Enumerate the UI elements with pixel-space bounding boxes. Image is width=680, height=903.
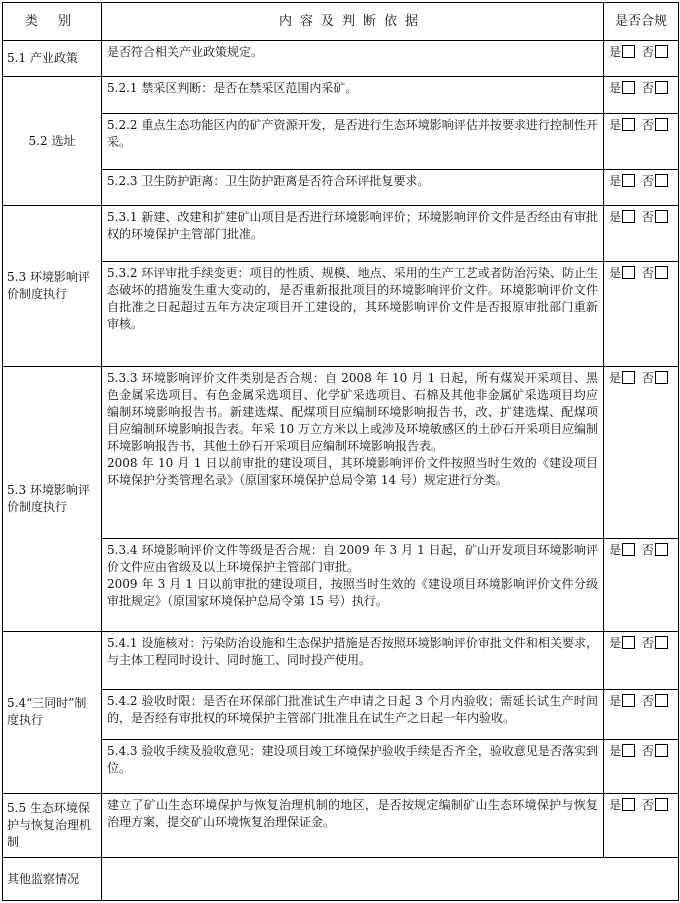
header-category: 类 别 bbox=[3, 3, 102, 41]
category-cell: 5.3 环境影响评价制度执行 bbox=[3, 206, 102, 366]
no-label: 否 bbox=[641, 44, 654, 59]
content-text: 5.3.2 环评审批手续变更：项目的性质、规模、地点、采用的生产工艺或者防治污染、防止生态破坏的措施发生重大变动的，是否重新报批项目的环境影响评价文件。环境影响评价文件自批准之日起超过五年方决定项目开工建设的，其环境影响评价文件是否报原审批部门重新审核。 bbox=[107, 265, 598, 331]
compliance-cell bbox=[604, 77, 679, 114]
content-cell bbox=[102, 261, 604, 366]
table-row bbox=[3, 740, 679, 794]
content-text: 5.2.1 禁采区判断：是否在禁采区范围内采矿。 bbox=[107, 81, 358, 96]
no-checkbox[interactable] bbox=[655, 210, 668, 223]
no-checkbox[interactable] bbox=[655, 81, 668, 94]
content-text: 5.3.3 环境影响评价文件类别是否合规：自 2008 年 10 月 1 日起，所有煤炭开采项目、黑色金属采选项目、有色金属采选项目、化学矿采选项目、石棉及其他非金属矿采选项目均应编制环境影响报告书。新建选煤、配煤项目应编制环境影响报告书，改、扩建选煤、配煤项目应编制环境影响报告表。年采 10 万立方米以上或涉及环境敏感区的土砂石开采项目应编制环境影响报告书，其他土砂石开采项目应编制环境影响报告表。 bbox=[107, 370, 598, 453]
yes-checkbox[interactable] bbox=[622, 174, 635, 187]
table-row bbox=[3, 169, 679, 206]
yes-label: 是 bbox=[609, 81, 622, 96]
no-label: 否 bbox=[641, 635, 654, 650]
content-text: 2009 年 3 月 1 日以前审批的建设项目，按照当时生效的《建设项目环境影响评价文件分级审批规定》（原国家环境保护总局令第 15 号）执行。 bbox=[107, 577, 598, 609]
compliance-cell bbox=[604, 631, 679, 689]
yes-label: 是 bbox=[609, 265, 622, 280]
content-text: 5.3.1 新建、改建和扩建矿山项目是否进行环境影响评价；环境影响评价文件是否经由有审批权的环境保护主管部门批准。 bbox=[107, 210, 598, 242]
yes-checkbox[interactable] bbox=[622, 636, 635, 649]
inspection-table bbox=[2, 2, 679, 901]
yes-label: 是 bbox=[609, 693, 622, 708]
no-label: 否 bbox=[641, 798, 654, 813]
yes-checkbox[interactable] bbox=[622, 744, 635, 757]
yes-checkbox[interactable] bbox=[622, 210, 635, 223]
yes-label: 是 bbox=[609, 173, 622, 188]
content-cell bbox=[102, 631, 604, 689]
no-label: 否 bbox=[641, 117, 654, 132]
yes-label: 是 bbox=[609, 798, 622, 813]
compliance-cell bbox=[604, 366, 679, 539]
content-cell bbox=[102, 40, 604, 77]
no-checkbox[interactable] bbox=[655, 371, 668, 384]
no-checkbox[interactable] bbox=[655, 636, 668, 649]
no-label: 否 bbox=[641, 370, 654, 385]
compliance-cell bbox=[604, 169, 679, 206]
compliance-cell bbox=[604, 794, 679, 858]
yes-checkbox[interactable] bbox=[622, 371, 635, 384]
yes-label: 是 bbox=[609, 370, 622, 385]
compliance-cell bbox=[604, 40, 679, 77]
content-cell bbox=[102, 77, 604, 114]
no-checkbox[interactable] bbox=[655, 266, 668, 279]
compliance-cell bbox=[604, 689, 679, 740]
no-label: 否 bbox=[641, 210, 654, 225]
content-cell bbox=[102, 206, 604, 262]
table-row bbox=[3, 539, 679, 631]
table-header-row bbox=[3, 3, 679, 41]
yes-label: 是 bbox=[609, 744, 622, 759]
category-cell: 5.3 环境影响评价制度执行 bbox=[3, 366, 102, 631]
header-content: 内容及判断依据 bbox=[102, 3, 604, 41]
category-cell: 5.4“三同时”制度执行 bbox=[3, 631, 102, 794]
no-checkbox[interactable] bbox=[655, 798, 668, 811]
yes-checkbox[interactable] bbox=[622, 694, 635, 707]
category-cell-other: 其他监察情况 bbox=[3, 858, 102, 901]
no-checkbox[interactable] bbox=[655, 694, 668, 707]
content-cell bbox=[102, 169, 604, 206]
content-text: 5.2.3 卫生防护距离：卫生防护距离是否符合环评批复要求。 bbox=[107, 173, 430, 188]
header-compliance: 是否合规 bbox=[604, 3, 679, 41]
no-checkbox[interactable] bbox=[655, 45, 668, 58]
yes-checkbox[interactable] bbox=[622, 798, 635, 811]
yes-checkbox[interactable] bbox=[622, 81, 635, 94]
no-label: 否 bbox=[641, 543, 654, 558]
compliance-cell bbox=[604, 206, 679, 262]
compliance-cell bbox=[604, 261, 679, 366]
content-text: 是否符合相关产业政策规定。 bbox=[107, 44, 264, 59]
no-label: 否 bbox=[641, 693, 654, 708]
content-text: 2008 年 10 月 1 日以前审批的建设项目，其环境影响评价文件按照当时生效的《建设项目环境保护分类管理名录》（原国家环境保护总局令第 14 号）规定进行分类。 bbox=[107, 455, 598, 487]
other-notes-field[interactable] bbox=[102, 858, 679, 901]
yes-label: 是 bbox=[609, 543, 622, 558]
content-text: 5.4.1 设施核对：污染防治设施和生态保护措施是否按照环境影响评价审批文件和相关要求，与主体工程同时设计、同时施工、同时投产使用。 bbox=[107, 635, 598, 667]
compliance-cell bbox=[604, 539, 679, 631]
no-label: 否 bbox=[641, 744, 654, 759]
category-cell: 5.5 生态环境保护与恢复治理机制 bbox=[3, 794, 102, 858]
table-row bbox=[3, 77, 679, 114]
no-label: 否 bbox=[641, 265, 654, 280]
yes-checkbox[interactable] bbox=[622, 118, 635, 131]
table-row bbox=[3, 631, 679, 689]
no-checkbox[interactable] bbox=[655, 174, 668, 187]
content-cell bbox=[102, 740, 604, 794]
no-checkbox[interactable] bbox=[655, 744, 668, 757]
no-label: 否 bbox=[641, 173, 654, 188]
yes-checkbox[interactable] bbox=[622, 543, 635, 556]
yes-label: 是 bbox=[609, 635, 622, 650]
content-text: 5.2.2 重点生态功能区内的矿产资源开发，是否进行生态环境影响评估并按要求进行控制性开采。 bbox=[107, 117, 598, 149]
yes-label: 是 bbox=[609, 117, 622, 132]
content-cell bbox=[102, 113, 604, 169]
table-row bbox=[3, 206, 679, 262]
no-label: 否 bbox=[641, 81, 654, 96]
compliance-cell bbox=[604, 740, 679, 794]
category-cell: 5.2 选址 bbox=[3, 77, 102, 206]
table-row-other bbox=[3, 858, 679, 901]
no-checkbox[interactable] bbox=[655, 543, 668, 556]
compliance-cell bbox=[604, 113, 679, 169]
content-cell bbox=[102, 366, 604, 539]
content-text: 建立了矿山生态环境保护与恢复治理机制的地区，是否按规定编制矿山生态环境保护与恢复治理方案，提交矿山环境恢复治理保证金。 bbox=[107, 798, 598, 830]
no-checkbox[interactable] bbox=[655, 118, 668, 131]
yes-label: 是 bbox=[609, 44, 622, 59]
content-text: 5.4.3 验收手续及验收意见：建设项目竣工环境保护验收手续是否齐全，验收意见是否落实到位。 bbox=[107, 744, 598, 776]
table-row bbox=[3, 689, 679, 740]
content-text: 5.4.2 验收时限：是否在环保部门批准试生产申请之日起 3 个月内验收；需延长试生产时间的，是否经有审批权的环境保护主管部门批准且在试生产之日起一年内验收。 bbox=[107, 693, 598, 725]
yes-checkbox[interactable] bbox=[622, 45, 635, 58]
yes-label: 是 bbox=[609, 210, 622, 225]
table-row bbox=[3, 794, 679, 858]
category-cell: 5.1 产业政策 bbox=[3, 40, 102, 77]
table-row bbox=[3, 40, 679, 77]
table-row bbox=[3, 366, 679, 539]
yes-checkbox[interactable] bbox=[622, 266, 635, 279]
content-text: 5.3.4 环境影响评价文件等级是否合规：自 2009 年 3 月 1 日起，矿山开发项目环境影响评价文件应由省级及以上环境保护主管部门审批。 bbox=[107, 543, 598, 575]
content-cell bbox=[102, 539, 604, 631]
content-cell bbox=[102, 689, 604, 740]
table-row bbox=[3, 113, 679, 169]
table-row bbox=[3, 261, 679, 366]
content-cell bbox=[102, 794, 604, 858]
